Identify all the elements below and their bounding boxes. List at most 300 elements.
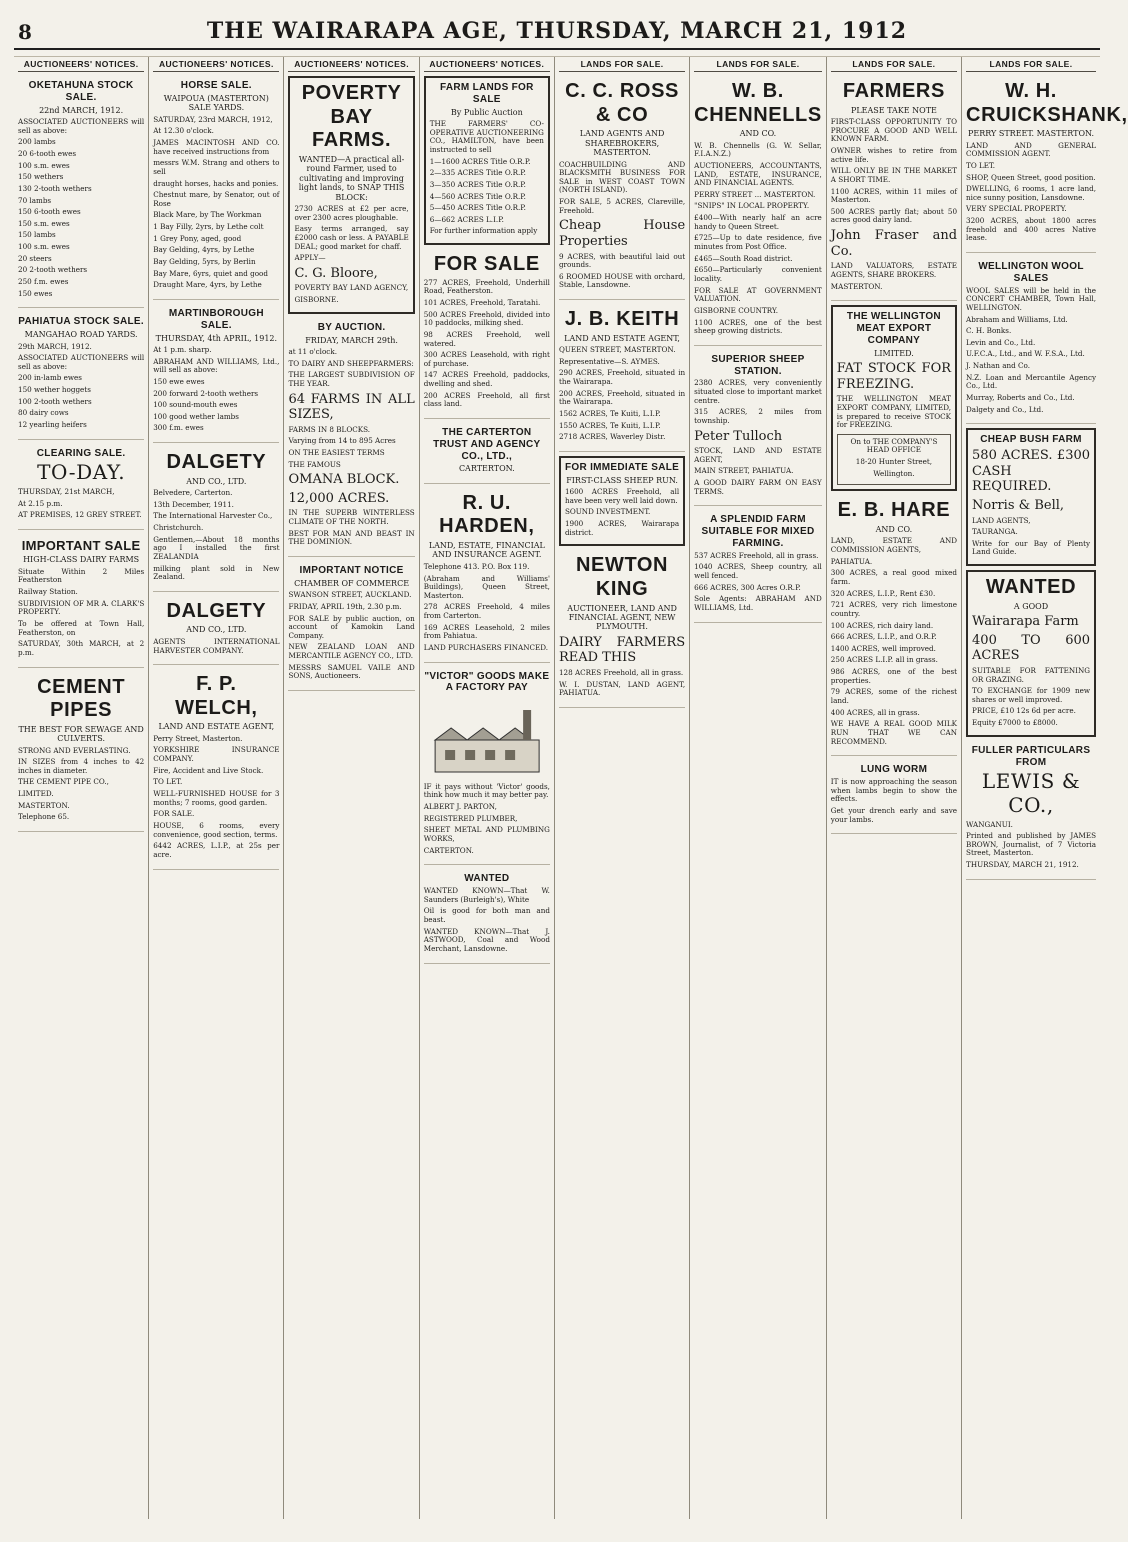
ad-headline: PAHIATUA STOCK SALE. [18, 316, 144, 328]
ad-line: draught horses, hacks and ponies. [153, 178, 279, 188]
ad-body [288, 591, 414, 681]
ad-eb-hare [831, 495, 957, 756]
ad-line: messrs W.M. Strang and others to sell [153, 158, 280, 176]
ad-body [153, 638, 279, 655]
ad-line: Bay Mare, 6yrs, quiet and good [153, 268, 268, 278]
ad-subhead: CARTERTON. [458, 464, 515, 474]
ad-line: 500 ACRES Freehold, divided into 10 paddocks, milking shed. [423, 309, 550, 328]
ad-subhead: AUCTIONEER, LAND AND FINANCIAL AGENT, NEW PLYMOUTH. [567, 603, 677, 632]
ad-line: 80 dairy cows [18, 408, 69, 418]
ad-line: CARTERTON. [423, 845, 474, 855]
ad-headline: FULLER PARTICULARS FROM [971, 744, 1091, 768]
ad-body [424, 783, 550, 855]
ad-line: 1900 ACRES, Wairarapa district. [564, 519, 680, 537]
ad-line: C. G. Bloore, [294, 265, 378, 281]
ad-important-notice [288, 561, 414, 691]
ad-line: ABRAHAM AND WILLIAMS, Ltd., will sell as above: [153, 356, 280, 375]
ad-line: 2—335 ACRES Title O.R.P. [429, 168, 526, 178]
ad-headline: FOR SALE [433, 253, 540, 276]
ad-line: 1 Bay Filly, 2yrs, by Lethe colt [153, 222, 264, 232]
ad-line: 6—662 ACRES L.I.P. [429, 214, 504, 224]
ad-line: 320 ACRES, L.I.P., Rent £30. [830, 588, 936, 598]
ad-line: C. H. Bonks. [966, 326, 1012, 336]
ad-line: PERRY STREET ... MASTERTON. [694, 189, 816, 199]
ad-poverty-bay-farms [288, 76, 414, 314]
ad-headline: F. P. WELCH, [175, 673, 258, 719]
ad-line: 101 ACRES, Freehold, Taratahi. [423, 297, 541, 307]
ad-line: Telephone 65. [18, 812, 70, 822]
ad-line: DWELLING, 6 rooms, 1 acre land, nice sunny position, Lansdowne. [966, 184, 1097, 202]
ad-line: FOR SALE, 5 ACRES, Clareville, Freehold. [558, 197, 686, 215]
ad-headline: MARTINBOROUGH SALE. [168, 307, 264, 331]
ad-harden [424, 488, 550, 663]
ad-line: 1100 ACRES, one of the best sheep growing districts. [694, 317, 822, 336]
ad-line: 100 ACRES, rich dairy land. [830, 620, 934, 630]
ad-line: Cheap House Properties [558, 218, 686, 249]
ad-line: SUBDIVISION OF MR A. CLARK'S PROPERTY. [18, 598, 145, 617]
ad-headline: HORSE SALE. [180, 80, 252, 92]
column-6 [690, 57, 827, 1519]
ad-line: 130 2-tooth wethers [18, 183, 92, 193]
ad-line: LAND AND GENERAL COMMISSION AGENT. [966, 140, 1097, 159]
ad-headline: CHEAP BUSH FARM [980, 434, 1082, 446]
ad-line: TO DAIRY AND SHEEPFARMERS: [288, 358, 414, 368]
column-4 [420, 57, 555, 1519]
ad-immediate-sale [559, 456, 685, 546]
ad-line: Dalgety and Co., Ltd. [966, 404, 1044, 414]
column-header: LANDS FOR SALE. [966, 57, 1096, 72]
ad-line: QUEEN STREET, MASTERTON. [558, 345, 676, 355]
ad-line: 128 ACRES Freehold, all in grass. [558, 668, 684, 678]
ad-line: SWANSON STREET, AUCKLAND. [288, 590, 412, 600]
ad-body [972, 448, 1090, 557]
ad-line: 3200 ACRES, about 1800 acres freehold and 400 acres Native lease. [966, 216, 1097, 243]
ad-line: £725—Up to date residence, five minutes from Post Office. [694, 233, 822, 252]
ad-cruickshank [966, 76, 1128, 253]
ad-subhead: PLEASE TAKE NOTE [850, 105, 937, 115]
ad-line: MESSRS SAMUEL VAILE AND SONS, Auctioneers. [288, 662, 415, 681]
ad-line: 4—560 ACRES Title O.R.P. [429, 191, 526, 201]
ad-line: 1400 ACRES, well improved. [830, 643, 936, 653]
ad-headline: THE WELLINGTON MEAT EXPORT COMPANY [846, 311, 941, 346]
ad-line: 300 ACRES, a real good mixed farm. [830, 568, 958, 586]
ad-line: AGENTS INTERNATIONAL HARVESTER COMPANY. [153, 636, 280, 655]
ad-line: at 11 o'clock. [288, 346, 337, 356]
ad-line: AT PREMISES, 12 GREY STREET. [18, 510, 142, 520]
ad-subhead: AND CO., LTD. [186, 476, 247, 486]
ad-line: 250 ACRES L.I.P. all in grass. [830, 655, 938, 665]
ad-line: PAHIATUA. [830, 556, 873, 566]
ad-line: £400—With nearly half an acre handy to Queen Street. [694, 213, 822, 231]
ad-line: REGISTERED PLUMBER, [423, 813, 518, 823]
ad-line: Situate Within 2 Miles Featherston [18, 566, 145, 585]
ad-line: Wairarapa Farm [972, 614, 1079, 630]
ad-body [966, 821, 1096, 870]
ad-line: IF it pays without 'Victor' goods, think how much it may better pay. [423, 781, 550, 800]
ad-line: 250 f.m. ewes [18, 277, 69, 287]
ad-line: 150 s.m. ewes [18, 218, 70, 228]
ad-line: To be offered at Town Hall, Featherston, on [18, 618, 145, 637]
ad-line: Perry Street, Masterton. [153, 733, 243, 743]
ad-headline: BY AUCTION. [317, 321, 386, 333]
ad-line: Peter Tulloch [694, 428, 783, 444]
ad-line: 666 ACRES, 300 Acres O.R.P. [694, 582, 801, 592]
ad-line: 150 6-tooth ewes [18, 207, 81, 217]
ad-body [565, 488, 679, 537]
ad-cement-pipes [18, 672, 144, 833]
ad-line: Write for our Bay of Plenty Land Guide. [972, 538, 1091, 557]
ad-line: 64 FARMS IN ALL SIZES, [288, 391, 415, 423]
ad-line: ASSOCIATED AUCTIONEERS will sell as above: [18, 353, 145, 371]
column-header: LANDS FOR SALE. [559, 57, 685, 72]
ad-body [424, 887, 550, 953]
ad-headline: W. B. CHENNELLS [694, 80, 822, 126]
ad-line: milking plant sold in New Zealand. [153, 563, 280, 582]
ad-line: 290 ACRES, Freehold, situated in the Wairarapa. [558, 368, 686, 387]
ad-line: At 2.15 p.m. [18, 498, 63, 508]
ad-line: OMANA BLOCK. [288, 472, 400, 488]
ad-line: 100 good wether lambs [153, 411, 239, 421]
ad-line: 20 2-tooth wethers [18, 265, 88, 275]
ad-line: WOOL SALES will be held in the CONCERT CHAMBER, Town Hall, WELLINGTON. [966, 285, 1097, 312]
ad-line: ALBERT J. PARTON, [423, 802, 497, 812]
ad-body [294, 205, 408, 305]
ad-body [153, 346, 279, 433]
ad-line: 400 TO 600 ACRES [972, 632, 1091, 664]
ad-wool-sales [966, 257, 1096, 424]
ad-line: 9 ACRES, with beautiful laid out grounds. [558, 251, 686, 270]
factory-illustration [424, 700, 550, 780]
ad-carterton-trust [424, 423, 550, 484]
ad-headline: W. H. CRUICKSHANK, [966, 80, 1128, 126]
ad-line: THURSDAY, 21st MARCH, [18, 487, 115, 497]
ad-line: 986 ACRES, one of the best properties. [830, 667, 958, 685]
ad-line: GISBORNE COUNTRY. [694, 305, 779, 315]
ad-line: FARMS IN 8 BLOCKS. [288, 424, 371, 434]
ad-fp-welch [153, 669, 279, 869]
ad-line: 300 f.m. ewes [153, 423, 204, 433]
ad-line: TO LET. [153, 777, 183, 787]
ad-subhead: CHAMBER OF COMMERCE [294, 578, 410, 588]
ad-subhead: A GOOD [1013, 601, 1049, 611]
ad-wellington-meat-export [831, 305, 957, 491]
ad-lewis [966, 741, 1096, 880]
ad-headline: FOR IMMEDIATE SALE [565, 461, 680, 473]
ad-line: 200 forward 2-tooth wethers [153, 388, 259, 398]
ad-line: Fire, Accident and Live Stock. [153, 765, 264, 775]
ad-line: 100 2-tooth wethers [18, 396, 92, 406]
ad-line: ASSOCIATED AUCTIONEERS will sell as above: [18, 117, 145, 135]
ad-headline: DALGETY [166, 599, 267, 622]
ad-body [153, 735, 279, 860]
column-2 [149, 57, 284, 1519]
ad-line: Telephone 413. P.O. Box 119. [423, 561, 530, 571]
ad-line: 12 yearling heifers [18, 420, 87, 430]
ad-line: 13th December, 1911. [153, 499, 234, 509]
ad-line: Bay Gelding, 5yrs, by Berlin [153, 257, 256, 267]
ad-line: 300 ACRES Leasehold, with right of purchase. [423, 350, 550, 368]
ad-line: 315 ACRES, 2 miles from township. [694, 407, 822, 425]
ad-keith [559, 304, 685, 452]
ad-headline: DALGETY [166, 451, 267, 474]
ad-line: LAND, ESTATE AND COMMISSION AGENTS, [830, 536, 958, 555]
ad-line: TO LET. [966, 160, 996, 170]
ad-subhead: MANGAHAO ROAD YARDS. [24, 330, 138, 340]
ad-line: LAND AGENTS, [972, 515, 1031, 525]
ad-body [831, 778, 957, 824]
ad-line: IN SIZES from 4 inches to 42 inches in diameter. [18, 757, 145, 775]
ad-pahiatua-stock-sale [18, 312, 144, 439]
ad-line: 1550 ACRES, Te Kuiti, L.I.P. [558, 420, 661, 430]
ad-line: 3—350 ACRES Title O.R.P. [429, 179, 526, 189]
ad-line: 200 ACRES Freehold, all first class land. [423, 390, 550, 409]
column-3 [284, 57, 419, 1519]
ad-line: YORKSHIRE INSURANCE COMPANY. [153, 745, 280, 764]
ad-dalgety-agents [153, 596, 279, 665]
ad-line: 12,000 ACRES. [288, 490, 390, 506]
ad-line: Sole Agents: ABRAHAM AND WILLIAMS, Ltd. [694, 594, 822, 612]
ad-line: DAIRY FARMERS READ THIS [558, 634, 686, 666]
ad-line: FOR SALE AT GOVERNMENT VALUATION. [694, 285, 822, 304]
ad-line: 277 ACRES, Freehold, Underhill Road, Featherston. [423, 277, 550, 296]
ad-body [694, 379, 822, 496]
column-header: AUCTIONEERS' NOTICES. [18, 57, 144, 72]
ad-martinborough-sale [153, 304, 279, 443]
ad-dalgety-letter [153, 447, 279, 592]
ad-line: 721 ACRES, very rich limestone country. [830, 600, 958, 618]
ad-line: WILL ONLY BE IN THE MARKET A SHORT TIME. [830, 166, 958, 184]
ad-line: 1 Grey Pony, aged, good [153, 233, 242, 243]
column-7 [827, 57, 962, 1519]
ad-body [18, 568, 144, 658]
ad-victor-goods [424, 667, 550, 866]
ad-subhead: WANTED—A practical all-round Farmer, used to cultivating and improving light lands, to SNAP THIS BLOCK: [298, 154, 405, 202]
ad-headline: C. C. ROSS & CO [565, 80, 679, 126]
ad-wanted-farm [966, 570, 1096, 737]
ad-line: 6 ROOMED HOUSE with orchard, Stable, Lansdowne. [558, 271, 686, 290]
ad-line: For further information apply [429, 226, 538, 236]
ad-line: £650—Particularly convenient locality. [694, 265, 822, 283]
ad-line: 147 ACRES Freehold, paddocks, dwelling and shed. [423, 370, 550, 389]
ad-line: MAIN STREET, PAHIATUA. [694, 466, 794, 476]
ad-line: Get your drench early and save your lambs. [830, 805, 958, 824]
ad-line: 150 wether hoggets [18, 385, 91, 395]
ad-headline: "VICTOR" GOODS MAKE A FACTORY PAY [424, 670, 550, 694]
ad-line: Gentlemen,—About 18 months ago I installed the first ZEALANDIA [153, 534, 280, 561]
ad-headline: WANTED [464, 873, 510, 885]
ad-wanted-known [424, 869, 550, 963]
ad-line: "SNIPS" IN LOCAL PROPERTY. [694, 201, 810, 211]
ad-line: WANGANUI. [966, 819, 1013, 829]
ad-line: POVERTY BAY LAND AGENCY, [294, 283, 409, 293]
ad-headline: NEWTON KING [575, 554, 669, 600]
ad-line: OWNER wishes to retire from active life. [830, 145, 958, 164]
ad-line: IN THE SUPERB WINTERLESS CLIMATE OF THE NORTH. [288, 508, 415, 527]
ad-line: Black Mare, by The Workman [153, 210, 262, 220]
ad-line: AUCTIONEERS, ACCOUNTANTS, LAND, ESTATE, INSURANCE, AND FINANCIAL AGENTS. [694, 160, 822, 188]
ad-ross [559, 76, 685, 300]
ad-line: NEW ZEALAND LOAN AND MERCANTILE AGENCY CO., LTD. [288, 642, 415, 661]
ad-line: Belvedere, Carterton. [153, 488, 233, 498]
ad-line: MASTERTON. [830, 281, 883, 291]
ad-farmers-notice [831, 76, 957, 301]
ad-line: A GOOD DAIRY FARM ON EASY TERMS. [694, 478, 822, 496]
ad-body [18, 343, 144, 430]
ad-line: 169 ACRES Leasehold, 2 miles from Pahiatua. [423, 622, 550, 641]
ad-line: SUITABLE FOR FATTENING OR GRAZING. [972, 665, 1091, 684]
ad-body [559, 161, 685, 291]
ad-body [559, 346, 685, 442]
ad-line: 100 s.m. ewes [18, 160, 70, 170]
column-header: AUCTIONEERS' NOTICES. [288, 57, 414, 72]
ad-line: 18-20 Hunter Street, [855, 457, 933, 467]
ad-line: GISBORNE. [294, 295, 339, 305]
ad-line: ON THE EASIEST TERMS [288, 447, 385, 457]
ad-line: TO EXCHANGE for 1909 new shares or well improved. [972, 686, 1091, 704]
ad-important-sale [18, 534, 144, 668]
ad-line: WE HAVE A REAL GOOD MILK RUN THAT WE CAN RECOMMEND. [830, 719, 958, 746]
ad-line: WANTED KNOWN—That J. ASTWOOD, Coal and Wood Merchant, Lansdowne. [423, 926, 550, 953]
ad-line: BEST FOR MAN AND BEAST IN THE DOMINION. [288, 528, 415, 547]
ad-body [559, 635, 685, 698]
ad-line: SATURDAY, 30th MARCH, at 2 p.m. [18, 639, 145, 657]
ad-oketahuna-stock-sale [18, 76, 144, 308]
ad-body [694, 142, 822, 336]
ad-subhead: THE BEST FOR SEWAGE AND CULVERTS. [18, 724, 144, 744]
ad-line: SHOP, Queen Street, good position. [966, 172, 1096, 182]
ad-subhead: AND CO. [739, 129, 777, 139]
ad-line: Oil is good for both man and beast. [423, 906, 550, 924]
ad-line: 400 ACRES, all in grass. [830, 707, 920, 717]
ad-line: Abraham and Williams, Ltd. [966, 314, 1068, 324]
ad-body [430, 120, 544, 236]
ad-line: At 12.30 o'clock. [153, 126, 214, 136]
ad-line: Representative—S. AYMES. [558, 356, 660, 366]
ad-line: THE FARMERS' CO-OPERATIVE AUCTIONEERING CO., HAMILTON, have been instructed to sell [429, 119, 544, 154]
ad-line: 100 sound-mouth ewes [153, 400, 238, 410]
ad-subhead: LAND, ESTATE, FINANCIAL AND INSURANCE AGENT. [428, 541, 545, 560]
ad-line: THE LARGEST SUBDIVISION OF THE YEAR. [288, 370, 415, 388]
ad-subhead: By Public Auction [450, 107, 523, 117]
ad-line: 29th MARCH, 1912. [18, 341, 92, 351]
ad-line: HOUSE, 6 rooms, every convenience, good section, terms. [153, 820, 280, 839]
ad-subhead: THURSDAY, 4th APRIL, 1912. [155, 333, 278, 343]
newspaper-columns [14, 56, 1128, 1519]
ad-line: SOUND INVESTMENT. [564, 507, 651, 517]
ad-line: Christchurch. [153, 523, 204, 533]
ad-subhead: AND CO. [875, 524, 913, 534]
ad-line: 2718 ACRES, Waverley Distr. [558, 432, 666, 442]
ad-subhead: 22nd MARCH, 1912. [39, 105, 124, 115]
ad-headline: FARMERS [842, 80, 945, 103]
ad-line: John Fraser and Co. [830, 228, 958, 259]
ad-subhead: LAND AND ESTATE AGENT, [564, 333, 680, 343]
ad-line: FAT STOCK FOR FREEZING. [836, 361, 952, 392]
ad-line: Draught Mare, 4yrs, by Lethe [153, 280, 262, 290]
ad-headline: FARM LANDS FOR SALE [440, 82, 534, 105]
ad-line: Levin and Co., Ltd. [966, 337, 1036, 347]
ad-line: 1562 ACRES, Te Kuiti, L.I.P. [558, 408, 661, 418]
ad-headline: J. B. KEITH [564, 308, 680, 331]
ad-body [831, 537, 957, 746]
ad-subhead: LAND AND ESTATE AGENT, [158, 722, 275, 732]
ad-line: JAMES MACINTOSH AND CO. have received instructions from [153, 137, 280, 156]
ad-subhead: WAIPOUA (MASTERTON) SALE YARDS. [163, 93, 269, 113]
ad-line: 1600 ACRES Freehold, all have been very well laid down. [564, 487, 680, 505]
ad-line: LAND VALUATORS, ESTATE AGENTS, SHARE BROKERS. [830, 261, 958, 279]
ad-line: On to THE COMPANY'S HEAD OFFICE [850, 436, 938, 455]
ad-body [966, 287, 1096, 415]
column-header: AUCTIONEERS' NOTICES. [424, 57, 550, 72]
ad-line: 666 ACRES, L.I.P., and O.R.P. [830, 632, 937, 642]
ad-headline: A SPLENDID FARM SUITABLE FOR MIXED FARMING. [701, 514, 815, 549]
ad-body [972, 614, 1090, 728]
ad-line: 20 6-tooth ewes [18, 148, 77, 158]
ad-line: 5—450 ACRES Title O.R.P. [429, 203, 526, 213]
ad-line: LAND PURCHASERS FINANCED. [423, 643, 549, 653]
ad-line: THE FAMOUS [288, 459, 341, 469]
ad-line: 2380 ACRES, very conveniently situated close to important market centre. [694, 378, 822, 405]
ad-line: Equity £7000 to £8000. [972, 718, 1058, 728]
ad-subhead: LEWIS & CO., [981, 769, 1081, 817]
ad-line: 100 s.m. ewes [18, 242, 70, 252]
ad-line: 1100 ACRES, within 11 miles of Masterton. [830, 186, 958, 205]
ad-line: J. Nathan and Co. [966, 361, 1030, 371]
ad-line: 150 wethers [18, 172, 64, 182]
ad-line: VERY SPECIAL PROPERTY. [966, 204, 1067, 214]
ad-line: 500 ACRES partly flat; about 50 acres good dairy land. [830, 206, 958, 225]
ad-line: 70 lambs [18, 195, 52, 205]
ad-farm-lands [424, 76, 550, 245]
ad-subhead: LAND AGENTS AND SHAREBROKERS, MASTERTON. [579, 129, 665, 158]
masthead [14, 18, 1100, 50]
ad-body [288, 348, 414, 547]
ad-body [153, 116, 279, 290]
ad-line: PRICE, £10 12s 6d per acre. [972, 706, 1076, 716]
ad-line: 200 in-lamb ewes [18, 373, 82, 383]
ad-subhead: HIGH-CLASS DAIRY FARMS [23, 555, 140, 565]
ad-line: Chestnut mare, by Senator, out of Rose [153, 190, 280, 208]
ad-cheap-bush-farm [966, 428, 1096, 566]
ad-line: FIRST-CLASS OPPORTUNITY TO PROCURE A GOOD AND WELL KNOWN FARM. [830, 117, 958, 144]
ad-line: SATURDAY, 23rd MARCH, 1912, [153, 114, 273, 124]
ad-line: W. B. Chennells (G. W. Sellar, F.I.A.N.Z.) [694, 140, 822, 159]
ad-line: 6442 ACRES, L.I.P., at 25s per acre. [153, 841, 280, 859]
head-office-box [837, 434, 951, 486]
ad-line: FOR SALE by public auction, on account of Kamokin Land Company. [288, 613, 415, 640]
ad-body [18, 488, 144, 520]
ad-headline: POVERTY BAY FARMS. [301, 82, 402, 152]
ad-line: W. I. DUSTAN, LAND AGENT, PAHIATUA. [558, 679, 686, 698]
ad-line: COACHBUILDING AND BLACKSMITH BUSINESS FOR SALE in WEST COAST TOWN (NORTH ISLAND). [558, 159, 686, 195]
ad-newton-king [559, 550, 685, 708]
ad-body [831, 118, 957, 291]
ad-body [18, 118, 144, 298]
ad-line: At 1 p.m. sharp. [153, 344, 212, 354]
ad-line: TAURANGA. [972, 527, 1018, 537]
ad-line: APPLY— [294, 253, 326, 263]
column-8 [962, 57, 1128, 1519]
column-header: LANDS FOR SALE. [694, 57, 822, 72]
ad-line: MASTERTON. [18, 800, 70, 810]
ad-body [153, 489, 279, 582]
ad-line: 200 lambs [18, 137, 56, 147]
ad-headline: IMPORTANT NOTICE [299, 565, 404, 576]
ad-line: The International Harvester Co., [153, 511, 273, 521]
ad-line: STRONG AND EVERLASTING. [18, 745, 131, 755]
page-number: 8 [18, 20, 33, 44]
ad-line: Varying from 14 to 895 Acres [288, 436, 396, 446]
